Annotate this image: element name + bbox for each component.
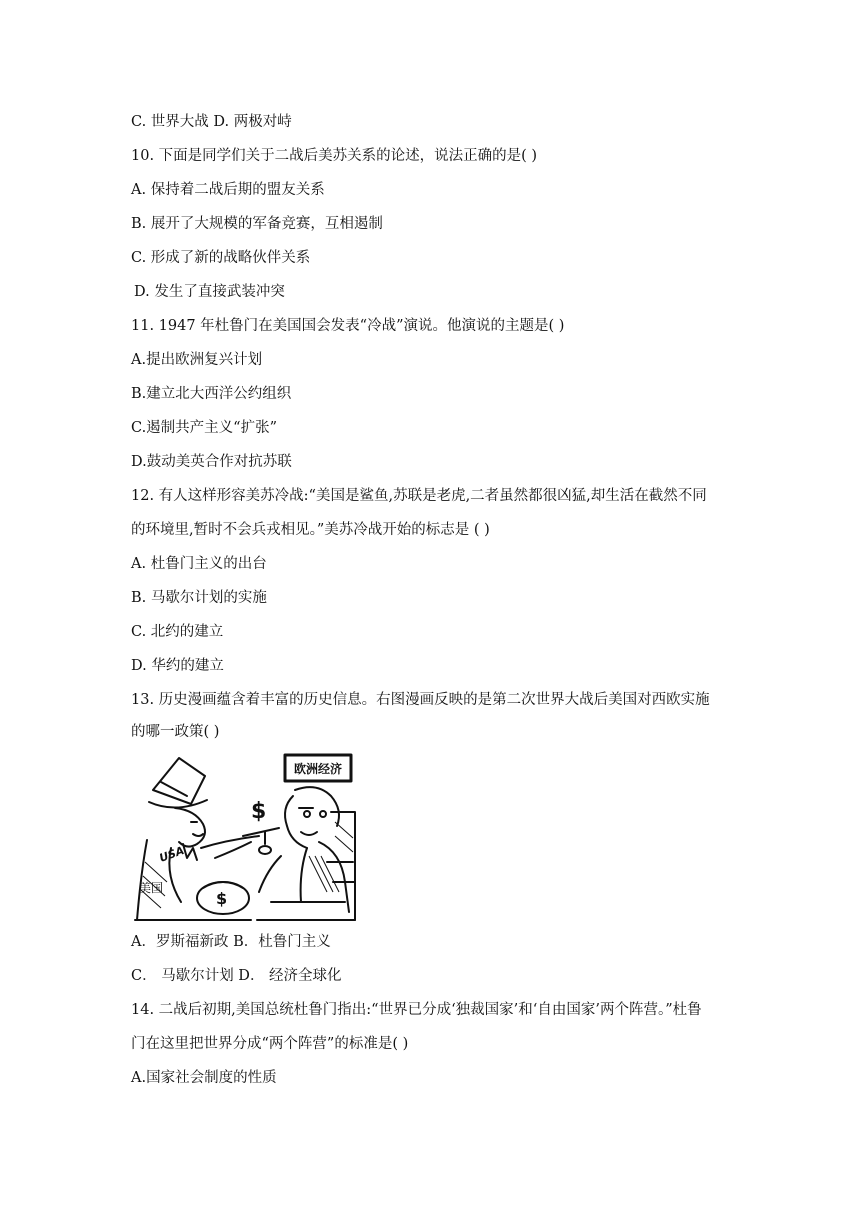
question-14: 14. 二战后初期,美国总统杜鲁门指出:“世界已分成‘独裁国家’和‘自由国家’两个阵营。”杜鲁 [131,1002,702,1018]
question-12: 12. 有人这样形容美苏冷战:“美国是鲨鱼,苏联是老虎,二者虽然都很凶猛,却生活在截然不同 [131,488,707,504]
question-14-cont: 门在这里把世界分成“两个阵营”的标准是( ) [131,1036,409,1052]
option-line: C． 马歇尔计划 D． 经济全球化 [131,968,342,984]
option-line: D.鼓动美英合作对抗苏联 [131,454,292,470]
marshall-plan-cartoon [131,752,357,922]
option-line: A. 杜鲁门主义的出台 [131,556,267,572]
question-10: 10. 下面是同学们关于二战后美苏关系的论述，说法正确的是( ) [131,148,538,164]
question-11: 11. 1947 年杜鲁门在美国国会发表“冷战”演说。他演说的主题是( ) [131,318,565,334]
option-line: C. 北约的建立 [131,624,224,640]
option-line: C. 世界大战 D. 两极对峙 [131,114,292,130]
option-line: A. 保持着二战后期的盟友关系 [131,182,325,198]
question-13-cont: 的哪一政策( ) [131,724,220,740]
hat-shape [153,758,205,804]
figure-label: 美国 [139,881,164,895]
hat-label: USA [157,843,186,865]
dollar-sign: $ [251,799,267,824]
option-line: A.国家社会制度的性质 [131,1070,277,1086]
option-line: A．罗斯福新政 B．杜鲁门主义 [131,934,331,950]
option-line: C.遏制共产主义“扩张” [131,420,278,436]
option-line: B.建立北大西洋公约组织 [131,386,292,402]
option-line: B. 马歇尔计划的实施 [131,590,267,606]
option-line: A.提出欧洲复兴计划 [131,352,263,368]
question-13: 13. 历史漫画蕴含着丰富的历史信息。右图漫画反映的是第二次世界大战后美国对西欧实施 [131,692,710,708]
option-line: D. 华约的建立 [131,658,224,674]
option-line: D. 发生了直接武装冲突 [134,284,285,300]
question-12-cont: 的环境里,暂时不会兵戎相见。”美苏冷战开始的标志是 ( ) [131,522,490,538]
sign-text: 欧洲经济 [293,762,343,776]
bag-dollar-sign: $ [216,889,228,908]
option-line: C. 形成了新的战略伙伴关系 [131,250,311,266]
option-line: B. 展开了大规模的军备竞赛，互相遏制 [131,216,383,232]
